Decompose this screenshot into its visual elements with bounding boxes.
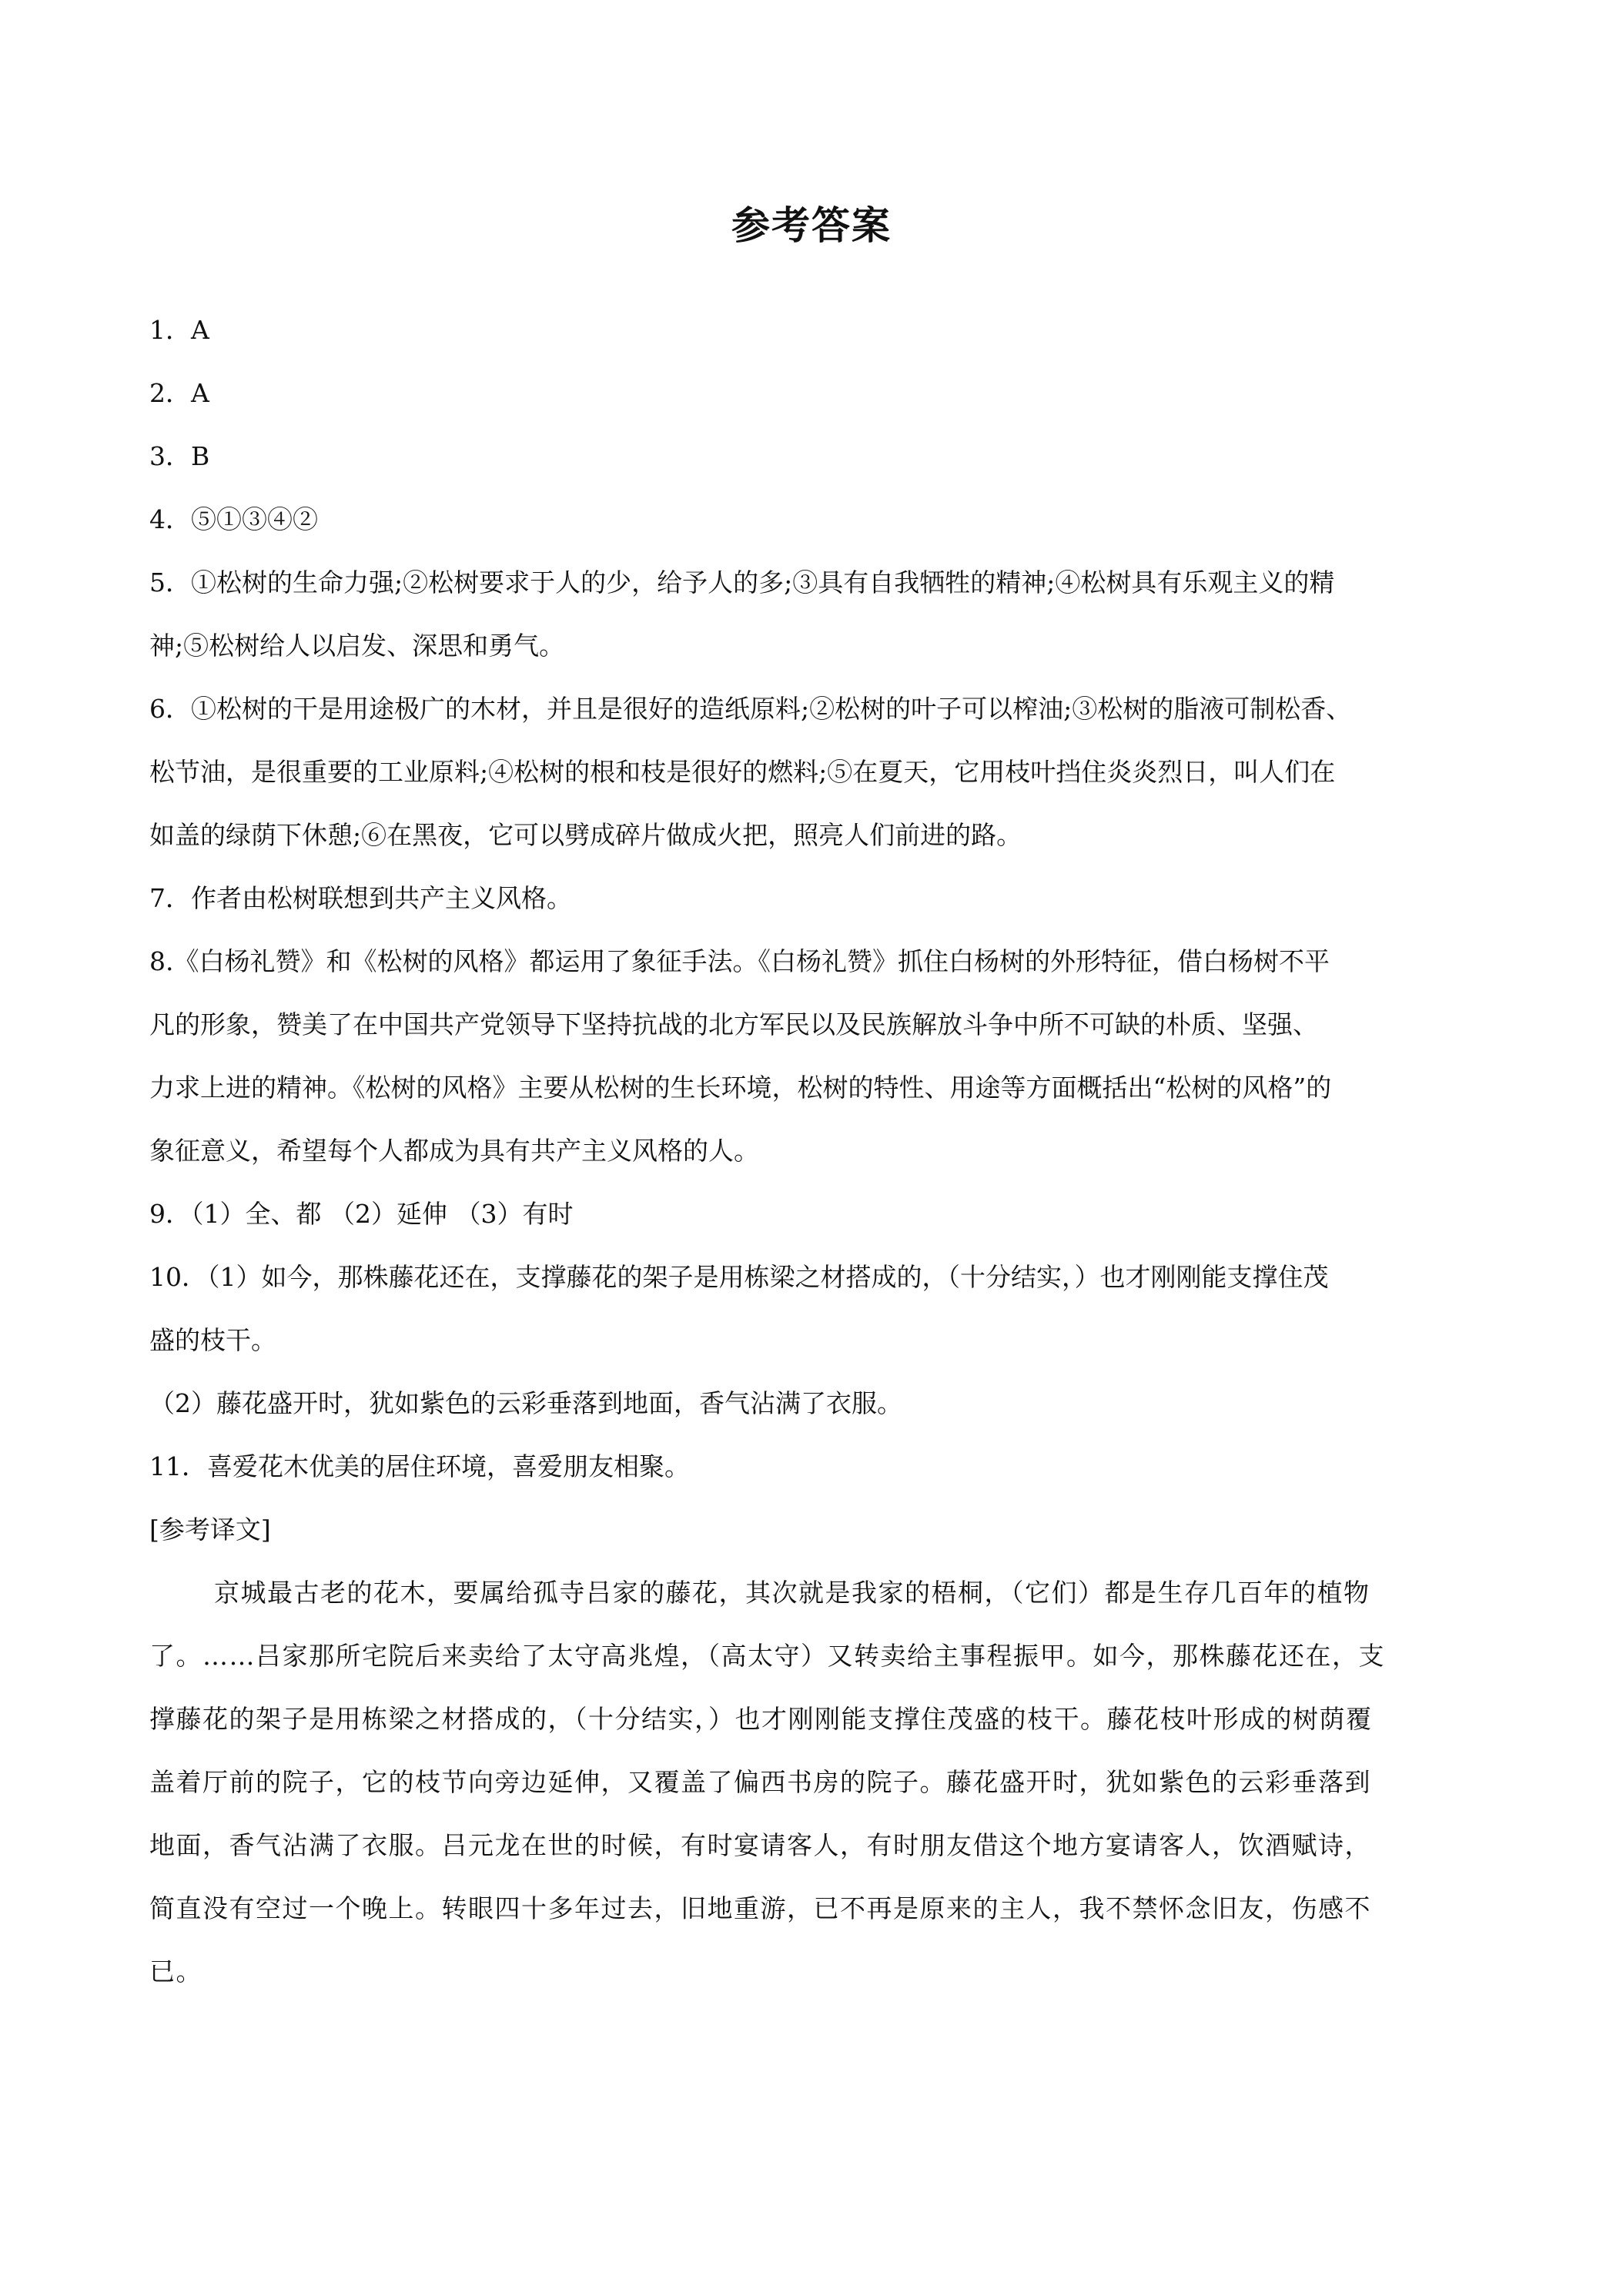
answer-line: （2）藤花盛开时，犹如紫色的云彩垂落到地面，香气沾满了衣服。 — [149, 1388, 902, 1418]
answer-line: 6．①松树的干是用途极广的木材，并且是很好的造纸原料;②松树的叶子可以榨油;③松树的脂液可制松香、 — [149, 694, 1352, 724]
answer-item — [149, 930, 1489, 1183]
translation-heading: [参考译文] — [149, 1514, 271, 1545]
translation-line: 了。……吕家那所宅院后来卖给了太守高兆煌，（高太守）又转卖给主事程振甲。如今，那株藤花还在，支 — [149, 1641, 1385, 1671]
answer-line: 2．A — [149, 378, 209, 408]
answer-line: 凡的形象，赞美了在中国共产党领导下坚持抗战的北方军民以及民族解放斗争中所不可缺的朴质、坚强、 — [149, 1009, 1318, 1039]
answer-line: 松节油，是很重要的工业原料;④松树的根和枝是很好的燃料;⑤在夏天，它用枝叶挡住炎炎烈日，叫人们在 — [149, 757, 1336, 787]
answer-item — [149, 1498, 1489, 1561]
answer-item — [149, 425, 1489, 488]
answer-line: 10．（1）如今，那株藤花还在，支撑藤花的架子是用栋梁之材搭成的，（十分结实，）也才刚刚能支撑住茂 — [149, 1262, 1329, 1292]
translation-line: 已。 — [149, 1956, 202, 1986]
translation-line: 京城最古老的花木，要属给孤寺吕家的藤花，其次就是我家的梧桐，（它们）都是生存几百年的植物 — [214, 1578, 1370, 1608]
reference-translation — [149, 1561, 1489, 2003]
answer-item — [149, 1183, 1489, 1246]
answer-line: 11．喜爱花木优美的居住环境，喜爱朋友相聚。 — [149, 1451, 690, 1481]
answer-line: 神;⑤松树给人以启发、深思和勇气。 — [149, 631, 565, 661]
translation-line: 简直没有空过一个晚上。转眼四十多年过去，旧地重游，已不再是原来的主人，我不禁怀念旧友，伤感不 — [149, 1893, 1371, 1923]
answer-line: 3．B — [149, 441, 210, 471]
answer-line: 1．A — [149, 315, 209, 345]
answer-line: 盛的枝干。 — [149, 1325, 276, 1355]
answer-line: 4．⑤①③④② — [149, 504, 318, 534]
answer-line: 力求上进的精神。《松树的风格》主要从松树的生长环境，松树的特性、用途等方面概括出“松树的风格”的 — [149, 1073, 1332, 1103]
answer-line: 9．（1）全、都 （2）延伸 （3）有时 — [149, 1199, 574, 1229]
answer-list — [149, 299, 1489, 2003]
answer-item — [149, 1246, 1489, 1372]
answer-item — [149, 362, 1489, 425]
answer-line: 8.《白杨礼赞》和《松树的风格》都运用了象征手法。《白杨礼赞》抓住白杨树的外形特征，借白杨树不平 — [149, 946, 1330, 976]
answer-line: 象征意义，希望每个人都成为具有共产主义风格的人。 — [149, 1136, 759, 1166]
answer-item — [149, 488, 1489, 551]
translation-line: 地面，香气沾满了衣服。吕元龙在世的时候，有时宴请客人，有时朋友借这个地方宴请客人，饮酒赋诗， — [149, 1830, 1371, 1860]
answer-line: 7．作者由松树联想到共产主义风格。 — [149, 883, 572, 913]
answer-item — [149, 299, 1489, 362]
answer-item — [149, 1435, 1489, 1498]
answer-item — [149, 1372, 1489, 1435]
translation-line: 盖着厅前的院子，它的枝节向旁边延伸，又覆盖了偏西书房的院子。藤花盛开时，犹如紫色的云彩垂落到 — [149, 1767, 1371, 1797]
answer-item — [149, 867, 1489, 930]
answer-line: 5．①松树的生命力强;②松树要求于人的少，给予人的多;③具有自我牺牲的精神;④松树具有乐观主义的精 — [149, 567, 1335, 597]
answer-item — [149, 678, 1489, 867]
page-title: 参考答案 — [731, 203, 892, 248]
translation-line: 撑藤花的架子是用栋梁之材搭成的，（十分结实，）也才刚刚能支撑住茂盛的枝干。藤花枝叶形成的树荫覆 — [149, 1704, 1373, 1734]
answer-line: 如盖的绿荫下休憩;⑥在黑夜，它可以劈成碎片做成火把，照亮人们前进的路。 — [149, 820, 1022, 850]
answer-item — [149, 551, 1489, 678]
